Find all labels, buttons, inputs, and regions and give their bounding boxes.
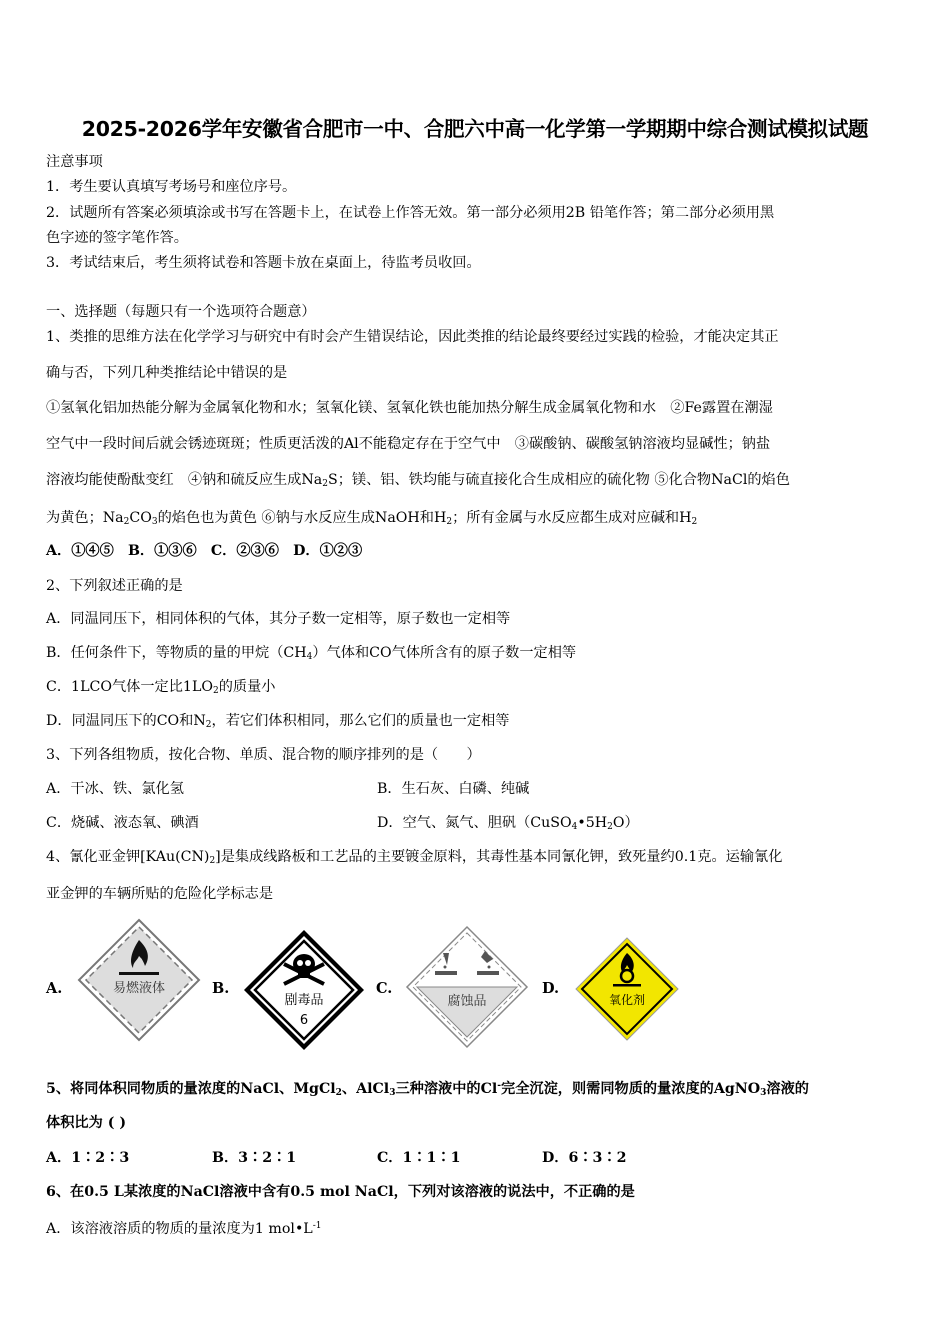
q2-stem: 2、下列叙述正确的是 [46,578,183,594]
q1-stem-line: 为黄色；$Na_2CO_3$的焰色也为黄色 ⑥钠与水反应生成NaOH和$H_2$；所有金属与水反应都生成对应碱和$H_2$ [46,510,698,527]
flammable-liquid-sign[interactable] [77,918,201,1042]
q1-stem-line: 溶液均能使酚酞变红 ④钠和硫反应生成$Na_2S$；镁、铝、铁均能与硫直接化合生成相应的硫化物 ⑤化合物NaCl的焰色 [46,472,790,489]
oxidizer-sign[interactable] [575,937,679,1041]
toxic-sign[interactable] [242,928,366,1052]
q1-stem-line: 空气中一段时间后就会锈迹斑斑；性质更活泼的Al不能稳定存在于空气中 ③碳酸钠、碳酸氢钠溶液均显碱性；钠盐 [46,436,771,452]
q4-option-c-label[interactable]: C. [376,980,393,997]
q5-option-a[interactable]: A．1∶2∶3 [46,1150,130,1166]
q2-option-c[interactable]: C．1LCO气体一定比$1LO_2$的质量小 [46,679,276,696]
q1-stem-line: 确与否，下列几种类推结论中错误的是 [46,365,288,381]
q3-option-c[interactable]: C．烧碱、液态氧、碘酒 [46,815,199,831]
sign-d-text: 氧化剂 [608,993,646,1007]
corrosive-sign[interactable] [405,925,529,1049]
notice-item: 1．考生要认真填写考场号和座位序号。 [46,179,297,195]
q4-stem-line: 亚金钾的车辆所贴的危险化学标志是 [46,886,274,902]
q5-option-d[interactable]: D．6∶3∶2 [542,1150,627,1166]
q5-option-c[interactable]: C．1∶1∶1 [377,1150,461,1166]
q4-option-b-label[interactable]: B. [212,980,230,997]
q2-option-d[interactable]: D．同温同压下的CO和$N_2$，若它们体积相同，那么它们的质量也一定相等 [46,713,510,730]
sign-c-text: 腐蚀品 [447,994,487,1009]
q1-stem-line: 1、类推的思维方法在化学学习与研究中有时会产生错误结论，因此类推的结论最终要经过实践的检验，才能决定其正 [46,329,779,345]
sign-a-text: 易燃液体 [112,981,166,996]
q3-stem: 3、下列各组物质，按化合物、单质、混合物的顺序排列的是（ ） [46,747,481,763]
q6-option-a[interactable]: A．该溶液溶质的物质的量浓度为1 $mol•L^{-1}$ [46,1221,322,1237]
q5-option-b[interactable]: B．3∶2∶1 [212,1150,297,1166]
section-heading: 一、选择题（每题只有一个选项符合题意） [46,304,316,320]
page-title: 2025-2026学年安徽省合肥市一中、合肥六中高一化学第一学期期中综合测试模拟试题 [81,117,869,141]
q3-option-a[interactable]: A．干冰、铁、氯化氢 [46,781,184,797]
sign-b-text: 剧毒品 [284,993,324,1008]
q4-stem-line: 4、氰化亚金钾$[KAu(CN)_2]$是集成线路板和工艺品的主要镀金原料，其毒性基本同氰化钾，致死量约0.1克。运输氰化 [46,849,783,866]
q3-option-b[interactable]: B．生石灰、白磷、纯碱 [377,781,530,797]
q1-stem-line: ①氢氧化铝加热能分解为金属氧化物和水；氢氧化镁、氢氧化铁也能加热分解生成金属氧化物和水 ②Fe露置在潮湿 [46,400,773,416]
q5-stem-line: 体积比为 ( ) [46,1115,127,1131]
q5-stem-line: 5、将同体积同物质的量浓度的NaCl、MgCl$_2$、AlCl$_3$三种溶液中的Cl-完全沉淀，则需同物质的量浓度的AgNO$_3$溶液的 [46,1081,809,1098]
q6-stem: 6、在0.5 L某浓度的NaCl溶液中含有0.5 mol NaCl，下列对该溶液的说法中，不正确的是 [46,1184,635,1200]
q4-option-a-label[interactable]: A. [46,980,63,997]
sign-b-number: 6 [299,1013,309,1028]
notice-item: 色字迹的签字笔作答。 [46,230,188,246]
notice-item: 2．试题所有答案必须填涂或书写在答题卡上，在试卷上作答无效。第一部分必须用2B 铅笔作答；第二部分必须用黑 [46,205,775,221]
q3-option-d[interactable]: D．空气、氮气、胆矾$(CuSO_4•5H_2O)$ [377,815,639,832]
q4-option-d-label[interactable]: D. [542,980,560,997]
notice-heading: 注意事项 [46,154,103,170]
q2-option-b[interactable]: B．任何条件下，等物质的量的甲烷$(CH_4)$气体和CO气体所含有的原子数一定相等 [46,645,577,662]
q2-option-a[interactable]: A．同温同压下，相同体积的气体，其分子数一定相等，原子数也一定相等 [46,611,511,627]
q1-options[interactable]: A．①④⑤ B．①③⑥ C．②③⑥ D．①②③ [46,543,363,559]
notice-item: 3．考试结束后，考生须将试卷和答题卡放在桌面上，待监考员收回。 [46,255,481,271]
